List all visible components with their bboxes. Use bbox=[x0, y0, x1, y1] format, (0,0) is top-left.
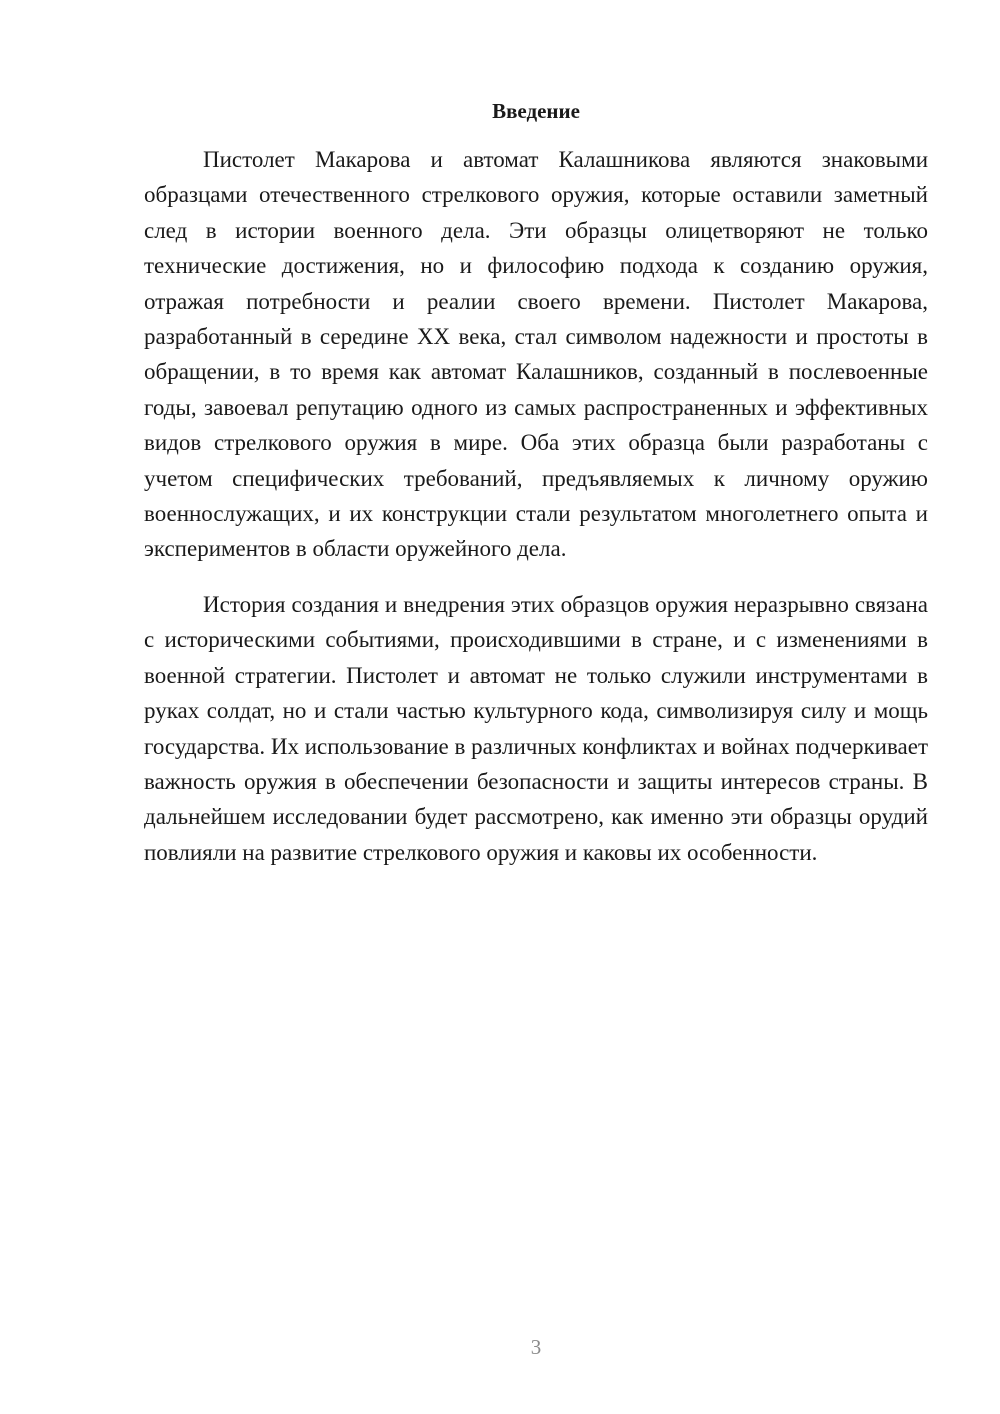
document-body bbox=[144, 142, 928, 870]
page-number: 3 bbox=[530, 1335, 542, 1359]
paragraph-1: Пистолет Макарова и автомат Калашникова являются знаковыми образцами отечественного стрелкового оружия, которые оставили заметный след в истории военного дела. Эти образцы олицетворяют не только технические достижения, но и философию подхода к созданию оружия, отражая потребности и реалии своего времени. Пистолет Макарова, разработанный в середине XX века, стал символом надежности и простоты в обращении, в то время как автомат Калашников, созданный в послевоенные годы, завоевал репутацию одного из самых распространенных и эффективных видов стрелкового оружия в мире. Оба этих образца были разработаны с учетом специфических требований, предъявляемых к личному оружию военнослужащих, и их конструкции стали результатом многолетнего опыта и экспериментов в области оружейного дела. bbox=[144, 147, 928, 562]
page-title: Введение bbox=[492, 99, 580, 123]
paragraph-2: История создания и внедрения этих образцов оружия неразрывно связана с историческими событиями, происходившими в стране, и с изменениями в военной стратегии. Пистолет и автомат не только служили инструментами в руках солдат, но и стали частью культурного кода, символизируя силу и мощь государства. Их использование в различных конфликтах и войнах подчеркивает важность оружия в обеспечении безопасности и защиты интересов страны. В дальнейшем исследовании будет рассмотрено, как именно эти образцы орудий повлияли на развитие стрелкового оружия и каковы их особенности. bbox=[144, 591, 928, 865]
